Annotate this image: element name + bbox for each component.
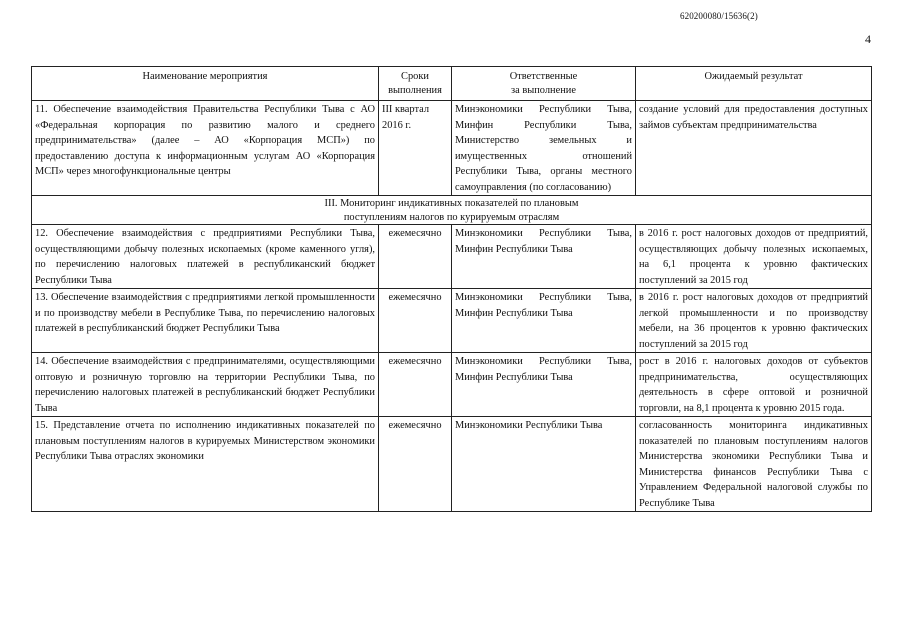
document-code: 620200080/15636(2) (680, 11, 758, 21)
section-header-row (32, 196, 872, 225)
header-measure-name: Наименование мероприятия (32, 67, 379, 101)
header-expected-result: Ожидаемый результат (636, 67, 872, 101)
measure-name-cell: 12. Обеспечение взаимодействия с предприятиями Республики Тыва, осуществляющими добычу полезных ископаемых (кроме каменного угля), по перечислению налоговых платежей в республиканский бюджет Республики Тыва (32, 225, 379, 289)
deadline-cell: III квартал 2016 г. (379, 101, 452, 196)
table-row (32, 353, 872, 417)
header-deadline: Сроки выполнения (379, 67, 452, 101)
header-responsible: Ответственные за выполнение (452, 67, 636, 101)
measure-name-cell: 14. Обеспечение взаимодействия с предпринимателями, осуществляющими оптовую и розничную торговлю на территории Республики Тыва, по перечислению налоговых платежей в республиканский бюджет Республики Тыва (32, 353, 379, 417)
page-number: 4 (865, 32, 871, 46)
deadline-cell: ежемесячно (379, 353, 452, 417)
result-cell: рост в 2016 г. налоговых доходов от субъектов предпринимательства, осуществляющих деятельность в сфере оптовой и розничной торговли, на 8,1 процента к уровню 2015 года. (636, 353, 872, 417)
measures-table (31, 66, 872, 512)
responsible-cell: Минэкономики Республики Тыва, Минфин Республики Тыва (452, 353, 636, 417)
measure-name-cell: 13. Обеспечение взаимодействия с предприятиями легкой промышленности и по производству мебели в Республике Тыва, по перечислению налоговых платежей в республиканский бюджет Республики Тыва (32, 289, 379, 353)
result-cell: согласованность мониторинга индикативных показателей по плановым поступлениям налогов Министерства экономики Республики Тыва и Министерства финансов Республики Тыва с Управлением Федеральной налоговой службы по Республике Тыва (636, 417, 872, 512)
deadline-cell: ежемесячно (379, 417, 452, 512)
table-row (32, 417, 872, 512)
measure-name-cell: 11. Обеспечение взаимодействия Правительства Республики Тыва с АО «Федеральная корпорация по развитию малого и среднего предпринимательства» (далее – АО «Корпорация МСП») по предоставлению доступа к информационным услугам АО «Корпорация МСП» через многофункциональные центры (32, 101, 379, 196)
table-row (32, 101, 872, 196)
responsible-cell: Минэкономики Республики Тыва, Минфин Республики Тыва (452, 225, 636, 289)
result-cell: в 2016 г. рост налоговых доходов от предприятий легкой промышленности и по производству мебели, на 36 процентов к уровню фактических поступлений за 2015 год (636, 289, 872, 353)
responsible-cell: Минэкономики Республики Тыва (452, 417, 636, 512)
measure-name-cell: 15. Представление отчета по исполнению индикативных показателей по плановым поступлениям налогов в курируемых Министерством экономики Республики Тыва отраслях экономики (32, 417, 379, 512)
result-cell: в 2016 г. рост налоговых доходов от предприятий, осуществляющих добычу полезных ископаемых, на 6,1 процента к уровню фактических поступлений за 2015 год (636, 225, 872, 289)
result-cell: создание условий для предоставления доступных займов субъектам предпринимательства (636, 101, 872, 196)
responsible-cell: Минэкономики Республики Тыва, Минфин Республики Тыва (452, 289, 636, 353)
table-row (32, 289, 872, 353)
table-row (32, 225, 872, 289)
table-header-row (32, 67, 872, 101)
deadline-cell: ежемесячно (379, 289, 452, 353)
responsible-cell: Минэкономики Республики Тыва, Минфин Республики Тыва, Министерство земельных и имущественных отношений Республики Тыва, органы местного самоуправления (по согласованию) (452, 101, 636, 196)
deadline-cell: ежемесячно (379, 225, 452, 289)
section-title: III. Мониторинг индикативных показателей по плановым поступлениям налогов по курируемым отраслям (32, 196, 872, 225)
